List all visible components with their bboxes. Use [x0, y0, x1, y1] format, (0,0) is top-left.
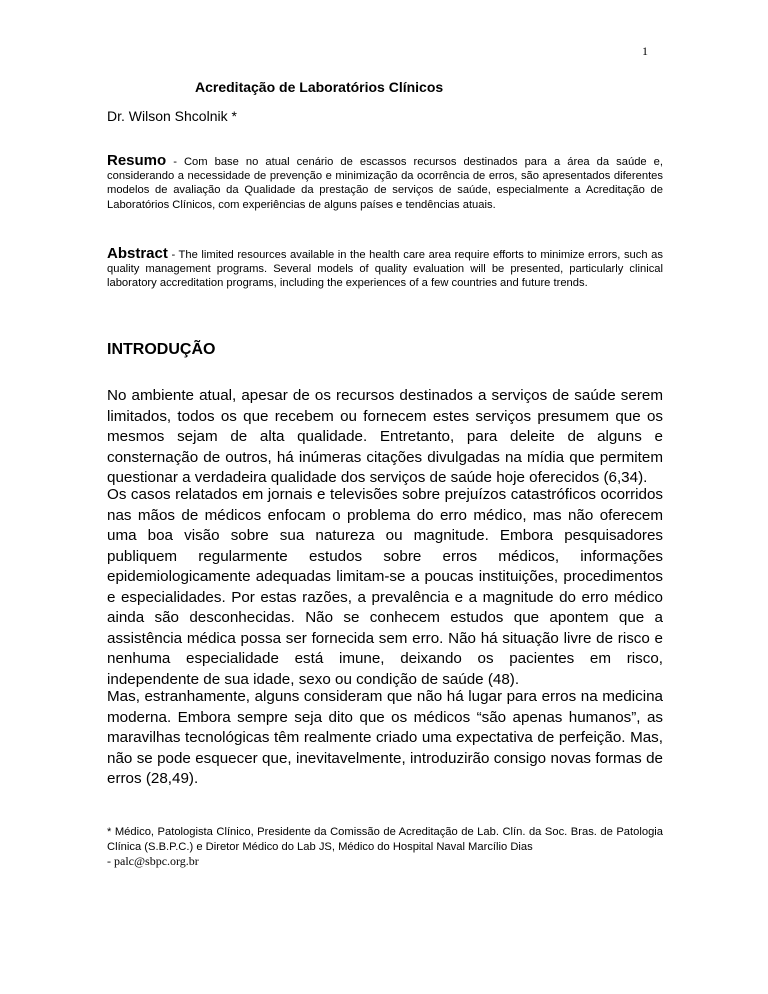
abstract-block: [107, 247, 663, 291]
footnote-email: - palc@sbpc.org.br: [107, 854, 199, 868]
document-title: Acreditação de Laboratórios Clínicos: [195, 79, 444, 95]
author-line: Dr. Wilson Shcolnik *: [107, 108, 237, 124]
resumo-label: Resumo: [107, 152, 167, 169]
body-paragraph: Os casos relatados em jornais e televisões sobre prejuízos catastróficos ocorridos nas mãos de médicos enfocam o problema do erro médico, mas não oferecem uma boa visão sobre sua natureza ou magnitude. Embora pesquisadores publiquem regularmente estudos sobre erros médicos, informações epidemiologicamente adequadas limitam-se a poucas instituições, procedimentos e especialidades. Por estas razões, a prevalência e a magnitude do erro médico ainda são desconhecidas. Não se conhecem estudos que apontem que a assistência médica possa ser fornecida sem erro. Não há situação livre de risco e nenhuma especialidade está imune, deixando os pacientes em risco, independente de sua idade, sexo ou condição de saúde (48).: [107, 486, 663, 688]
abstract-text: - The limited resources available in the health care area require efforts to minimize errors, such as quality management programs. Several models of quality evaluation will be presented, particularly clinical laboratory accreditation programs, including the experiences of a few countries and future trends.: [107, 249, 663, 290]
resumo-text: - Com base no atual cenário de escassos recursos destinados para a área da saúde e, considerando a necessidade de prevenção e minimização da ocorrência de erros, são apresentados diferentes modelos de avaliação da Qualidade da prestação de serviços de saúde, especialmente a Acreditação de Laboratórios Clínicos, com experiências de alguns países e tendências atuais.: [107, 156, 663, 211]
page-number: 1: [642, 44, 648, 58]
resumo-block: [107, 154, 663, 212]
abstract-label: Abstract: [107, 245, 168, 262]
footnote: [107, 825, 663, 870]
body-paragraph: Mas, estranhamente, alguns consideram que não há lugar para erros na medicina moderna. Embora sempre seja dito que os médicos “são apenas humanos”, as maravilhas tecnológicas têm realmente criado uma expectativa de perfeição. Mas, não se pode esquecer que, inevitavelmente, introduzirão consigo novas formas de erros (28,49).: [107, 688, 663, 787]
section-heading: INTRODUÇÃO: [107, 341, 216, 358]
footnote-text: * Médico, Patologista Clínico, Presidente da Comissão de Acreditação de Lab. Clín. da Soc. Bras. de Patologia Clínica (S.B.P.C.) e Diretor Médico do Lab JS, Médico do Hospital Naval Marcílio Dias: [107, 826, 663, 853]
body-paragraph: No ambiente atual, apesar de os recursos destinados a serviços de saúde serem limitados, todos os que recebem ou fornecem estes serviços presumem que os mesmos sejam de alta qualidade. Entretanto, para deleite de alguns e consternação de outros, há inúmeras citações divulgadas na mídia que permitem questionar a verdadeira qualidade dos serviços de saúde hoje oferecidos (6,34).: [107, 387, 663, 486]
